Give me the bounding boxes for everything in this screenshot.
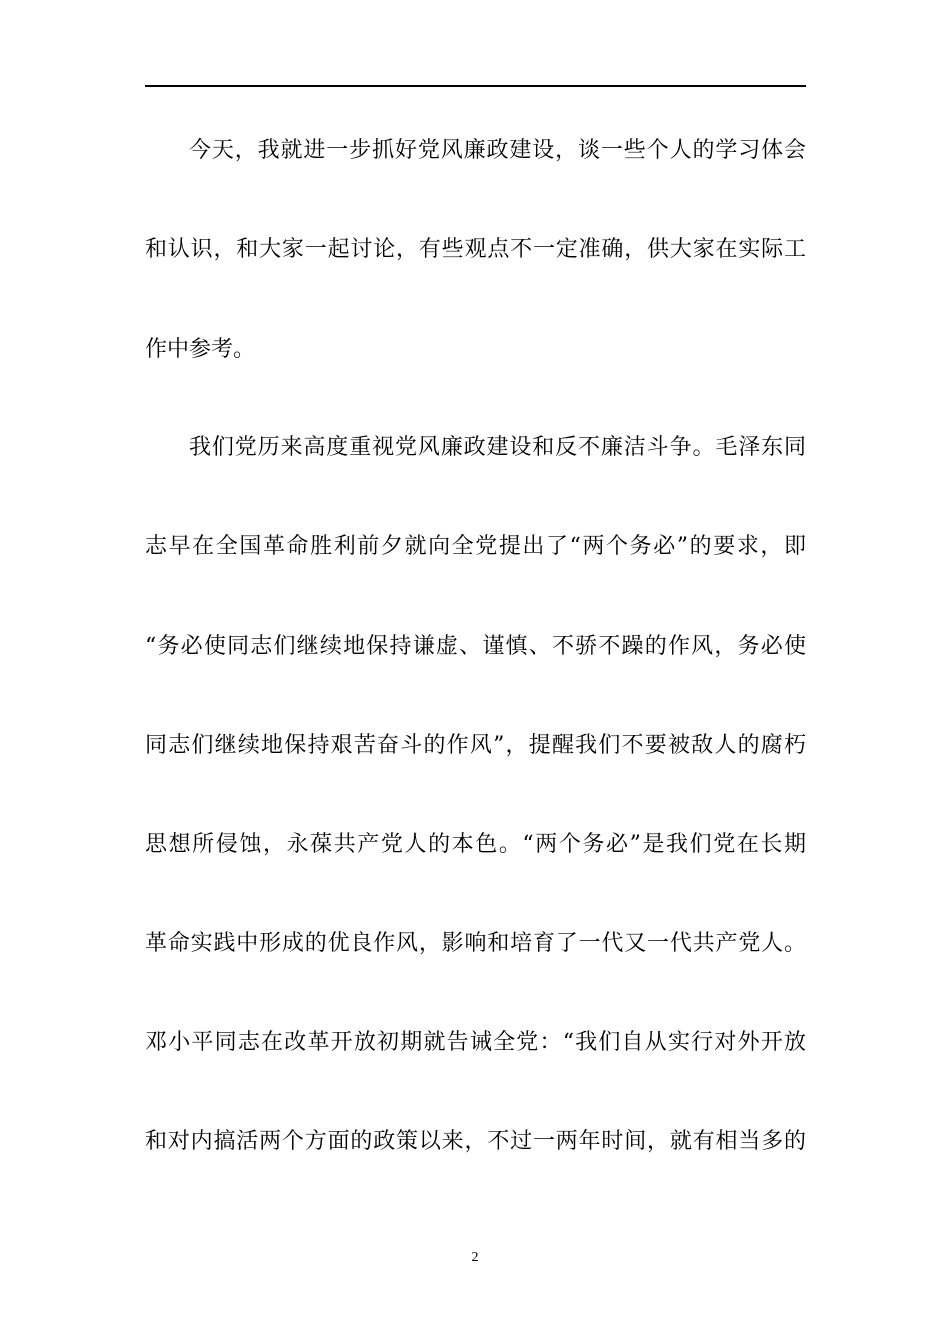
page-number: 2: [471, 1250, 479, 1265]
text-line: 作中参考。: [145, 337, 256, 362]
text-line: 今天，我就进一步抓好党风廉政建设，谈一些个人的学习体会: [189, 138, 806, 163]
text-line: 邓小平同志在改革开放初期就告诫全党：“我们自从实行对外开放: [145, 1030, 806, 1055]
text-line: 和对内搞活两个方面的政策以来，不过一两年时间，就有相当多的: [145, 1129, 806, 1154]
text-line: 革命实践中形成的优良作风，影响和培育了一代又一代共产党人。: [145, 931, 806, 956]
header-rule: [145, 85, 806, 87]
text-line: “务必使同志们继续地保持谦虚、谨慎、不骄不躁的作风，务必使: [145, 634, 806, 659]
text-line: 同志们继续地保持艰苦奋斗的作风”，提醒我们不要被敌人的腐朽: [145, 733, 806, 758]
text-line: 我们党历来高度重视党风廉政建设和反不廉洁斗争。毛泽东同: [189, 435, 806, 460]
text-line: 思想所侵蚀，永葆共产党人的本色。“两个务必”是我们党在长期: [145, 832, 806, 857]
text-line: 和认识，和大家一起讨论，有些观点不一定准确，供大家在实际工: [145, 237, 806, 262]
text-line: 志早在全国革命胜利前夕就向全党提出了“两个务必”的要求，即: [145, 534, 806, 559]
